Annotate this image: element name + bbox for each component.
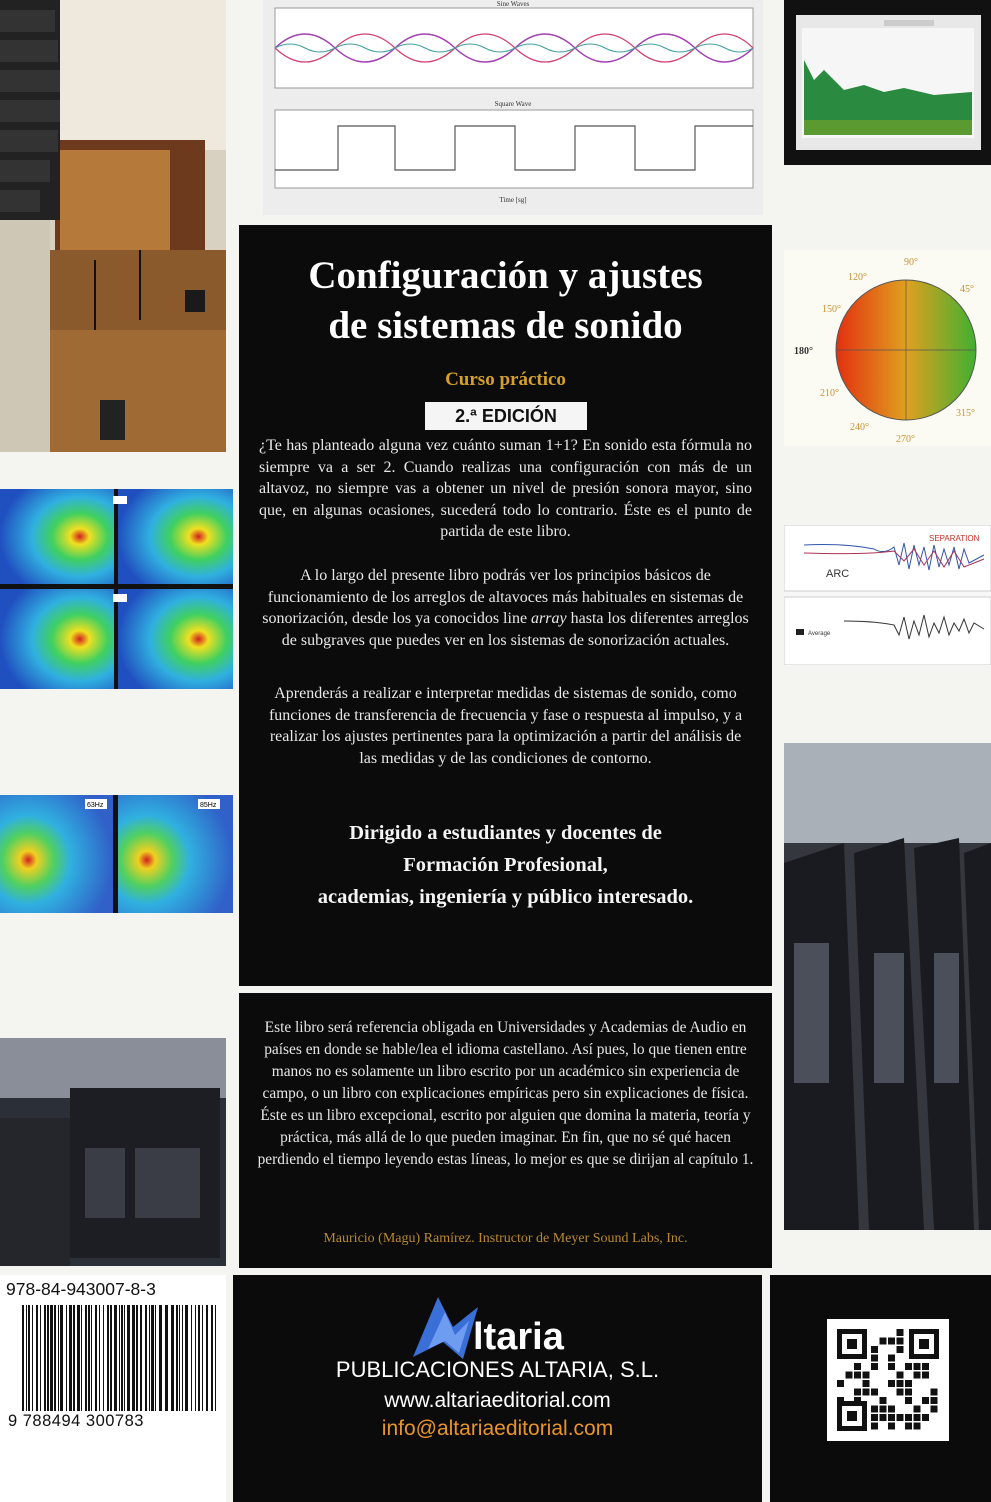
- logo-wordmark: ltaria: [473, 1316, 564, 1358]
- contents-paragraph-end: hasta los diferentes arreglos de subgraves que puedes ver en los sistemas de sonorización actuales.: [281, 610, 749, 649]
- sound-coverage-heatmap-panel: [0, 489, 233, 689]
- polar-label-5: 210°: [820, 388, 839, 399]
- back-cover-description-panel: [239, 225, 772, 986]
- measurements-paragraph: Aprenderás a realizar e interpretar medidas de sistemas de sonido, como funciones de transferencia de frecuencia y fase o respuesta al impulso, y a realizar los ajustes pertinentes para la optimización a partir del análisis de las medidas y de las condiciones de contorno.: [268, 685, 743, 767]
- edition-badge: 2.ª EDICIÓN: [425, 402, 587, 430]
- heatmap-label-63: 63Hz: [87, 802, 104, 809]
- polar-label-7: 240°: [850, 422, 869, 433]
- publisher-website[interactable]: www.altariaeditorial.com: [384, 1389, 611, 1412]
- endorsement-panel: [239, 993, 772, 1268]
- polar-label-4: 180°: [794, 346, 813, 357]
- altaria-logo: [393, 1287, 613, 1365]
- polar-plot-image: [784, 250, 991, 446]
- audience-line-3: academias, ingeniería y público interesado.: [317, 886, 694, 908]
- concert-hall-photo: [0, 0, 226, 452]
- book-title: [239, 251, 772, 351]
- polar-label-0: 90°: [904, 257, 918, 268]
- wave-xlabel: Time [sg]: [499, 196, 527, 204]
- polar-label-2: 45°: [960, 284, 974, 295]
- contents-paragraph-start: A lo largo del presente libro podrás ver los principios básicos de funcionamiento de los arreglos de altavoces más habituales en sistemas de sonorización, desde los ya conocidos line: [262, 567, 744, 627]
- qr-code-icon: [827, 1319, 949, 1441]
- polar-label-3: 150°: [822, 304, 841, 315]
- endorsement-quote: Este libro será referencia obligada en Universidades y Academias de Audio en países en donde se hable/lea el idioma castellano. Así pues, lo que tienen entre manos no es solamente un libro escrito por un académico sin experiencia de campo, o un libro con explicaciones empíricas pero sin explicaciones de física. Éste es un libro excepcional, escrito por alguien que domina la materia, teoría y práctica, más allá de lo que pueden imaginar. En fin, que no sé qué hacen perdiendo el tiempo leyendo estas líneas, lo mejor es que se dirijan al capítulo 1.: [257, 1019, 754, 1168]
- analyzer-screenshot: [784, 0, 991, 165]
- waveform-chart-image: [263, 0, 763, 215]
- audience-line-1: Dirigido a estudiantes y docentes de: [349, 822, 662, 844]
- low-frequency-heatmap: [0, 795, 233, 913]
- title-line-2: de sistemas de sonido: [328, 304, 683, 347]
- isbn-barcode: [0, 1275, 226, 1502]
- separation-label: SEPARATION: [929, 534, 980, 543]
- endorsement-author: Mauricio (Magu) Ramírez. Instructor de Meyer Sound Labs, Inc.: [323, 1231, 688, 1246]
- target-audience: [249, 817, 762, 913]
- barcode-digits: 9 788494 300783: [8, 1412, 144, 1430]
- qr-code-panel: [770, 1275, 991, 1502]
- publisher-name: PUBLICACIONES ALTARIA, S.L.: [335, 1357, 660, 1382]
- polar-label-6: 315°: [956, 408, 975, 419]
- book-subtitle: Curso práctico: [445, 369, 566, 390]
- line-array-photo: [784, 743, 991, 1230]
- publisher-panel: [233, 1275, 762, 1502]
- title-line-1: Configuración y ajustes: [308, 254, 703, 297]
- sine-wave-title: Sine Waves: [496, 0, 530, 8]
- polar-label-8: 270°: [896, 434, 915, 445]
- isbn-number: 978-84-943007-8-3: [6, 1279, 156, 1299]
- polar-label-1: 120°: [848, 272, 867, 283]
- heatmap-label-85: 85Hz: [200, 802, 217, 809]
- arc-label: ARC: [826, 568, 850, 580]
- publisher-email[interactable]: info@altariaeditorial.com: [381, 1417, 614, 1440]
- qr-code[interactable]: [827, 1319, 949, 1441]
- barcode-bars: [22, 1305, 220, 1411]
- contents-paragraph-emphasis: array: [531, 610, 567, 627]
- square-wave-title: Square Wave: [494, 100, 532, 108]
- phase-response-chart: [784, 525, 991, 665]
- contents-paragraph: [259, 565, 752, 651]
- intro-paragraph: ¿Te has planteado alguna vez cuánto suman 1+1? En sonido esta fórmula no siempre va a ser 2. Cuando realizas una configuración con más de un altavoz, no siempre vas a obtener un nivel de presión sonora mayor, sino que, en algunas ocasiones, sucederá todo lo contrario. Éste es el punto de partida de este libro.: [259, 437, 752, 540]
- average-label: Average: [808, 631, 831, 637]
- speaker-cabinets-photo: [0, 1038, 226, 1266]
- audience-line-2: Formación Profesional,: [403, 854, 608, 876]
